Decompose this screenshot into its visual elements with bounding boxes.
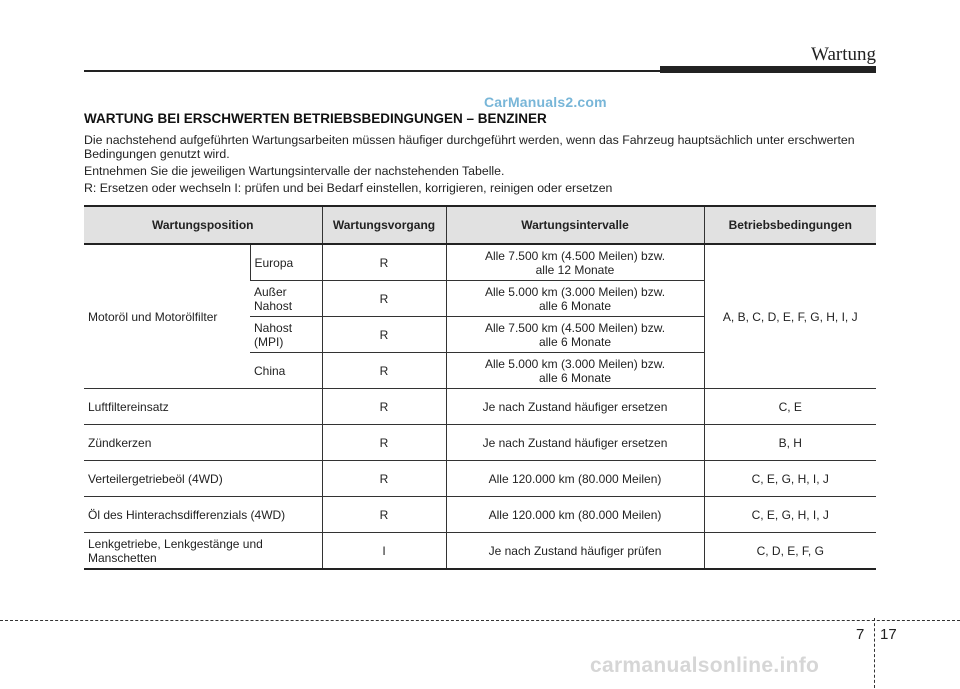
item-cell: Motoröl und Motorölfilter [84,244,250,389]
table-row [84,533,876,570]
interval-cell: Alle 120.000 km (80.000 Meilen) [446,497,704,533]
operation-cell: R [322,497,446,533]
conditions-cell: C, E [704,389,876,425]
item-cell: Luftfiltereinsatz [84,389,322,425]
operation-cell: R [322,461,446,497]
page-number: 17 [880,626,897,643]
interval-line-1: Alle 7.500 km (4.500 Meilen) bzw. [484,248,666,263]
page-chapter-number: 7 [856,626,865,643]
intro-text [84,133,880,198]
interval-line-1: Alle 5.000 km (3.000 Meilen) bzw. [484,356,666,371]
item-cell: Öl des Hinterachsdifferenzials (4WD) [84,497,322,533]
table-row [84,244,876,281]
region-cell: Europa [250,244,322,281]
watermark-bottom: carmanualsonline.info [590,654,820,677]
interval-cell [446,281,704,317]
intro-paragraph-3: R: Ersetzen oder wechseln I: prüfen und bei Bedarf einstellen, korrigieren, reinigen oder ersetzen [84,181,613,195]
conditions-cell: C, E, G, H, I, J [704,461,876,497]
header-rule-thin [84,70,664,72]
region-cell: China [250,353,322,389]
table-header-row [84,206,876,244]
table-row [84,497,876,533]
interval-line-1: Alle 7.500 km (4.500 Meilen) bzw. [484,320,666,335]
interval-cell: Je nach Zustand häufiger ersetzen [446,389,704,425]
header-wartungsvorgang: Wartungsvorgang [322,206,446,244]
item-cell: Zündkerzen [84,425,322,461]
maintenance-table [84,205,876,570]
header-betriebsbedingungen: Betriebsbedingungen [704,206,876,244]
region-cell [250,281,322,317]
region-line-2: Nahost [254,298,293,313]
operation-cell: I [322,533,446,570]
region-line-2: (MPI) [254,334,284,349]
table-row [84,389,876,425]
interval-cell: Je nach Zustand häufiger prüfen [446,533,704,570]
table-row [84,461,876,497]
conditions-cell: C, E, G, H, I, J [704,497,876,533]
page-header-title: Wartung [811,44,876,65]
interval-line-2: alle 6 Monate [538,334,612,349]
region-line-1: Nahost [254,320,293,335]
footer-dashed-rule [0,620,960,621]
operation-cell: R [322,244,446,281]
item-cell: Verteilergetriebeöl (4WD) [84,461,322,497]
section-title: WARTUNG BEI ERSCHWERTEN BETRIEBSBEDINGUNGEN – BENZINER [84,111,547,126]
region-line-1: Außer [254,284,287,299]
item-line-2: Manschetten [88,550,157,565]
conditions-cell: B, H [704,425,876,461]
operation-cell: R [322,425,446,461]
header-wartungsposition: Wartungsposition [84,206,322,244]
operation-cell: R [322,281,446,317]
header-wartungsintervalle: Wartungsintervalle [446,206,704,244]
interval-line-2: alle 6 Monate [538,370,612,385]
conditions-cell: A, B, C, D, E, F, G, H, I, J [704,244,876,389]
region-cell [250,317,322,353]
interval-cell [446,353,704,389]
interval-cell: Je nach Zustand häufiger ersetzen [446,425,704,461]
interval-line-1: Alle 5.000 km (3.000 Meilen) bzw. [484,284,666,299]
watermark-top: CarManuals2.com [484,94,607,110]
operation-cell: R [322,317,446,353]
table-row [84,425,876,461]
interval-cell [446,244,704,281]
conditions-cell: C, D, E, F, G [704,533,876,570]
item-cell [84,533,322,570]
operation-cell: R [322,389,446,425]
operation-cell: R [322,353,446,389]
item-line-1: Lenkgetriebe, Lenkgestänge und [88,536,263,551]
interval-cell [446,317,704,353]
intro-paragraph-2: Entnehmen Sie die jeweiligen Wartungsintervalle der nachstehenden Tabelle. [84,164,505,178]
interval-line-2: alle 12 Monate [535,262,615,277]
intro-paragraph-1: Die nachstehend aufgeführten Wartungsarbeiten müssen häufiger durchgeführt werden, wenn das Fahrzeug hauptsächlich unter erschwerten Bedingungen genutzt wird. [84,133,855,161]
page-number-separator [874,618,875,688]
interval-line-2: alle 6 Monate [538,298,612,313]
header-rule-thick [660,66,876,73]
interval-cell: Alle 120.000 km (80.000 Meilen) [446,461,704,497]
